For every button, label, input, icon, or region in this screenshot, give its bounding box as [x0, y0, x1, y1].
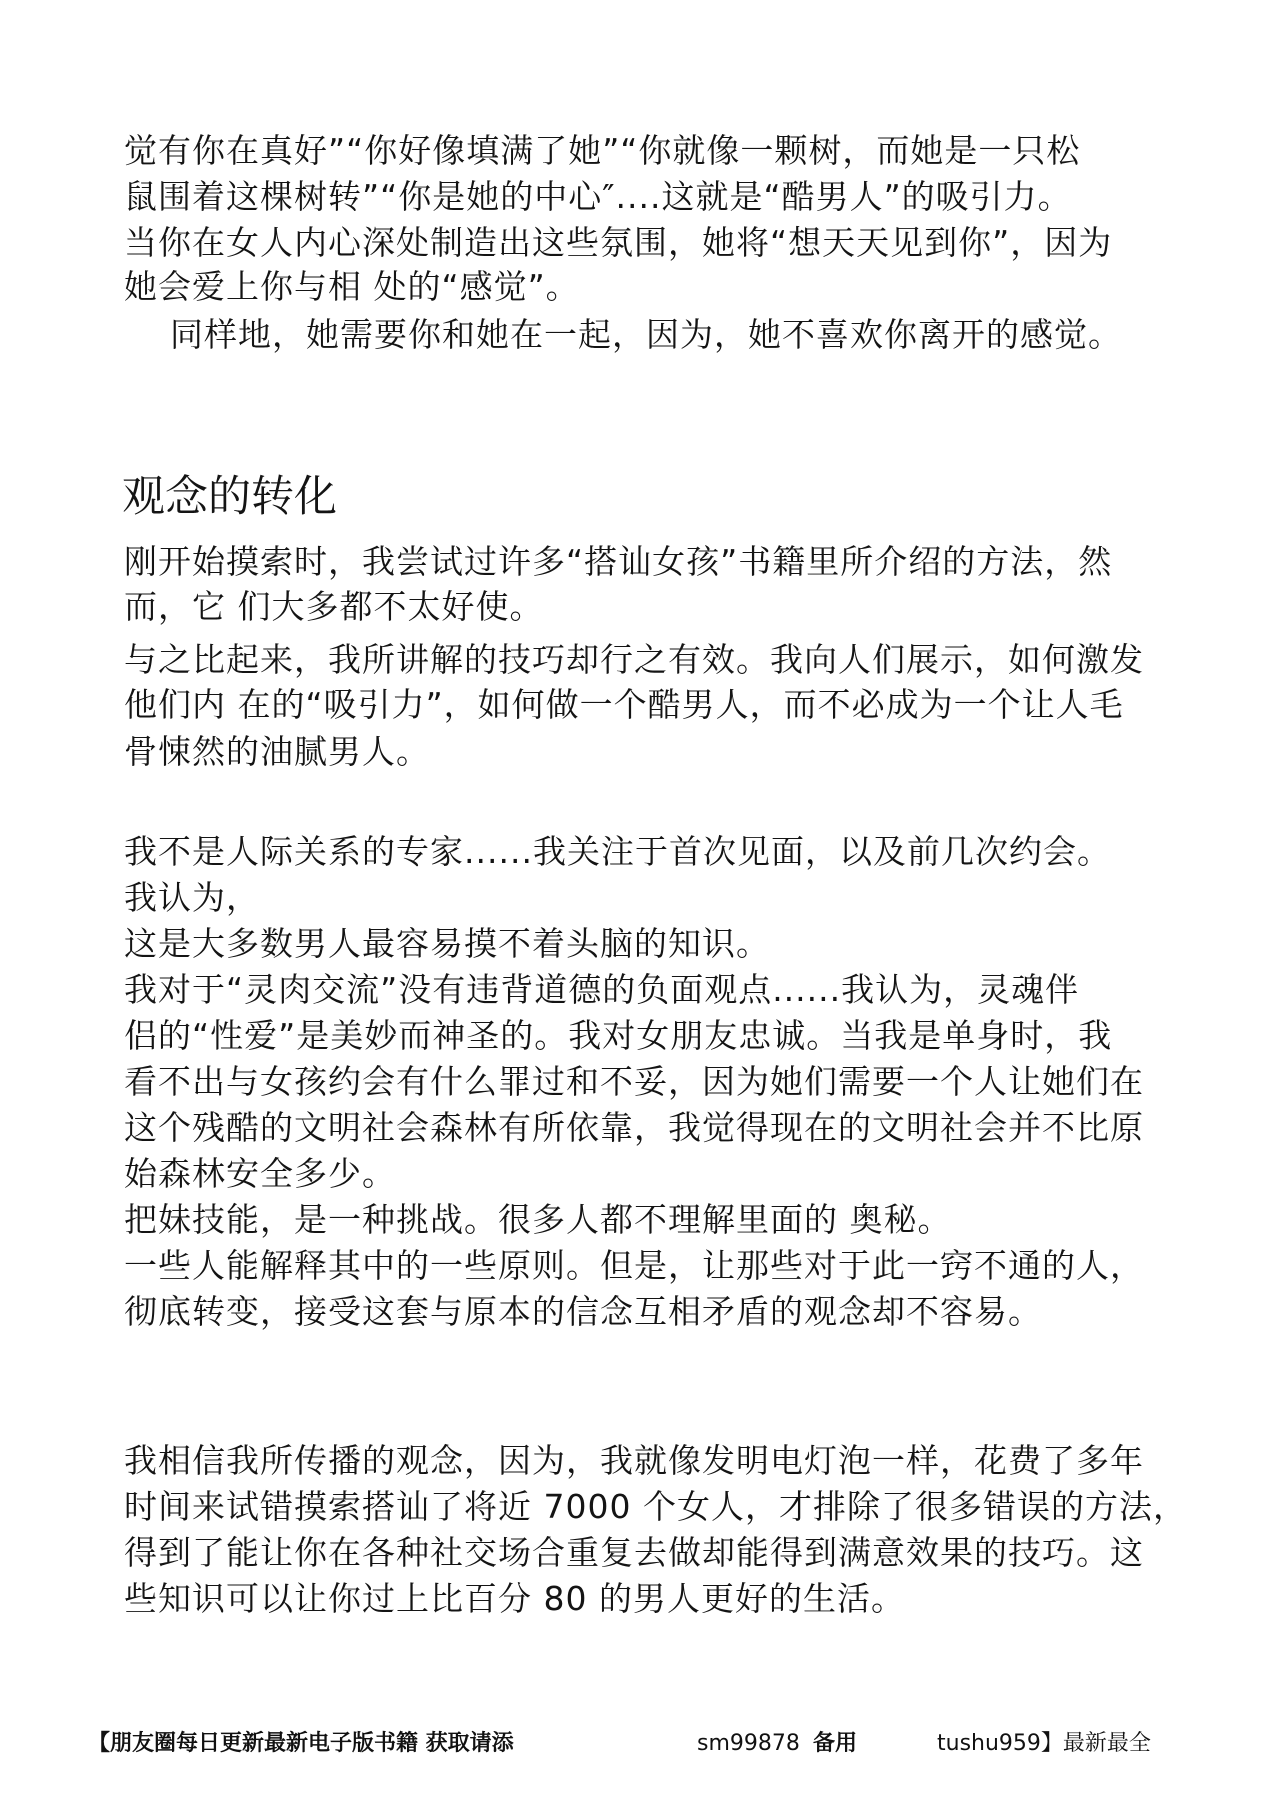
body-line-15: 一些人能解释其中的一些原则。但是，让那些对于此一窍不通的人，	[124, 1246, 1144, 1285]
body-line-18: 时间来试错摸索搭讪了将近 7000 个女人，才排除了很多错误的方法，	[124, 1487, 1187, 1526]
footer-text-1: 【朋友圈每日更新最新电子版书籍 获取请添	[88, 1731, 514, 1756]
body-line-7: 我认为，	[124, 878, 260, 917]
intro-line-4: 她会爱上你与相 处的“感觉”。	[124, 267, 580, 306]
body-line-14: 把妹技能，是一种挑战。很多人都不理解里面的 奥秘。	[124, 1200, 952, 1239]
section-heading: 观念的转化	[122, 472, 337, 522]
body-line-17: 我相信我所传播的观念，因为，我就像发明电灯泡一样，花费了多年	[124, 1441, 1144, 1480]
body-line-4: 他们内 在的“吸引力”，如何做一个酷男人，而不必成为一个让人毛	[124, 685, 1124, 724]
body-line-13: 始森林安全多少。	[124, 1154, 396, 1193]
body-line-1: 刚开始摸索时，我尝试过许多“搭讪女孩”书籍里所介绍的方法，然	[124, 542, 1113, 581]
intro-line-3: 当你在女人内心深处制造出这些氛围，她将“想天天见到你”，因为	[124, 223, 1113, 262]
body-line-10: 侣的“性爱”是美妙而神圣的。我对女朋友忠诚。当我是单身时，我	[124, 1016, 1113, 1055]
intro-line-1: 觉有你在真好”“你好像填满了她”“你就像一颗树，而她是一只松	[124, 131, 1081, 170]
body-line-9: 我对于“灵肉交流”没有违背道德的负面观点......我认为，灵魂伴	[124, 970, 1080, 1009]
body-line-12: 这个残酷的文明社会森林有所依靠，我觉得现在的文明社会并不比原	[124, 1108, 1144, 1147]
body-line-6: 我不是人际关系的专家......我关注于首次见面，以及前几次约会。	[124, 832, 1111, 871]
intro-line-2: 鼠围着这棵树转”“你是她的中心″....这就是“酷男人”的吸引力。	[124, 177, 1072, 216]
body-line-8: 这是大多数男人最容易摸不着头脑的知识。	[124, 924, 770, 963]
footer-text-4: tushu959】最新最全	[937, 1731, 1151, 1756]
footer-text-2: sm99878	[697, 1731, 800, 1756]
body-line-3: 与之比起来，我所讲解的技巧却行之有效。我向人们展示，如何激发	[124, 640, 1144, 679]
body-line-20: 些知识可以让你过上比百分 80 的男人更好的生活。	[124, 1579, 905, 1618]
body-line-2: 而，它 们大多都不太好使。	[124, 587, 544, 626]
body-line-19: 得到了能让你在各种社交场合重复去做却能得到满意效果的技巧。这	[124, 1533, 1144, 1572]
footer-text-3: 备用	[813, 1731, 858, 1756]
intro-line-5: 同样地，她需要你和她在一起，因为，她不喜欢你离开的感觉。	[124, 315, 1122, 354]
body-line-11: 看不出与女孩约会有什么罪过和不妥，因为她们需要一个人让她们在	[124, 1062, 1144, 1101]
body-line-16: 彻底转变，接受这套与原本的信念互相矛盾的观念却不容易。	[124, 1292, 1042, 1331]
body-line-5: 骨悚然的油腻男人。	[124, 732, 430, 771]
